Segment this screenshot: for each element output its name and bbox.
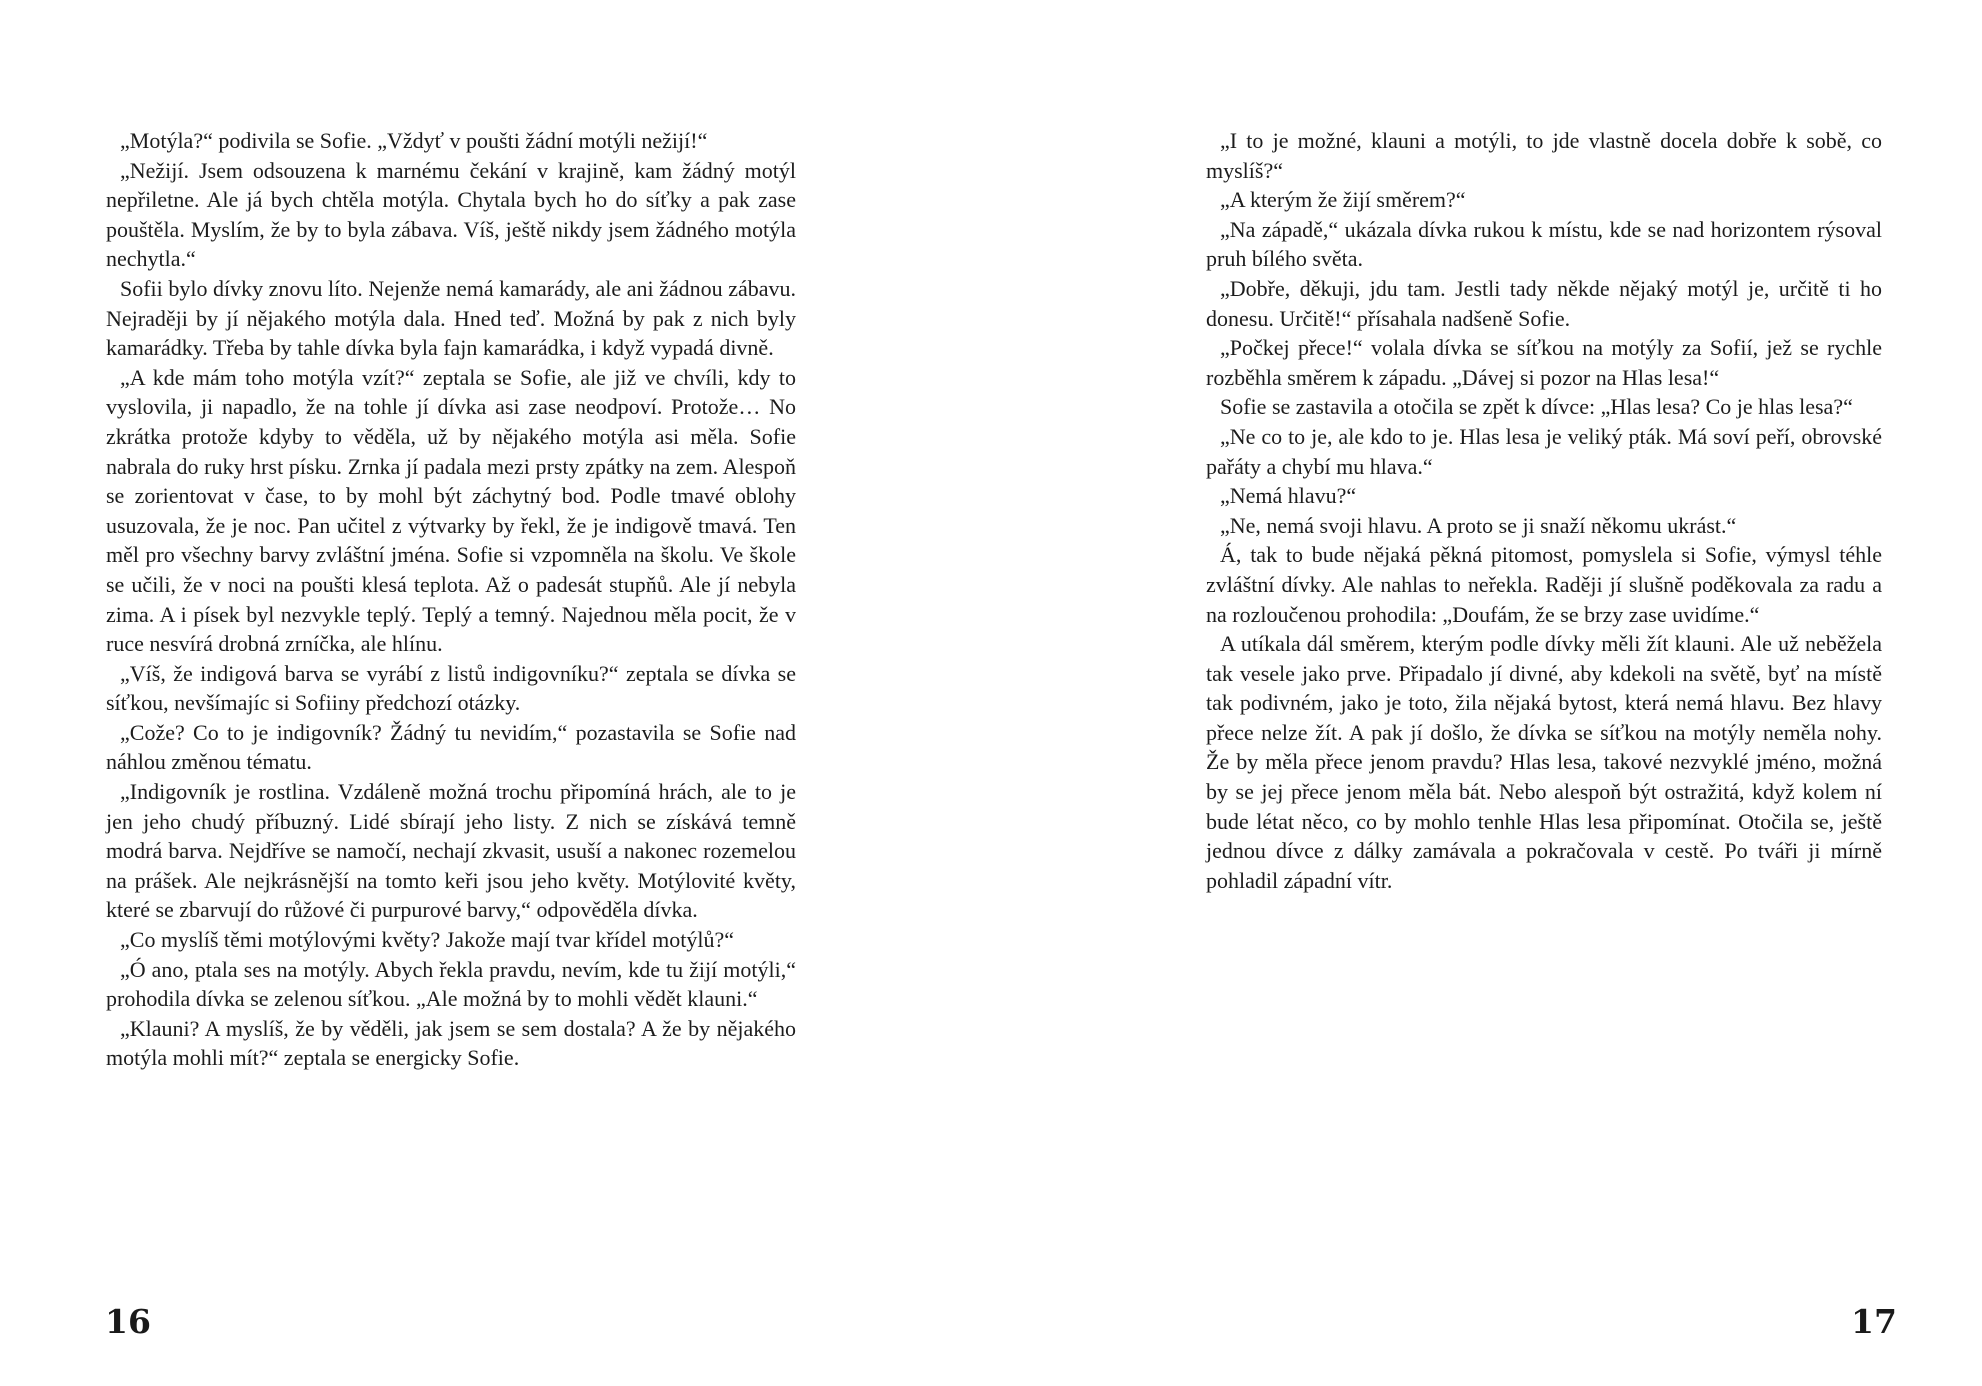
paragraph: „A kterým že žijí směrem?“ xyxy=(1220,187,1466,213)
paragraph: „Dobře, děkuji, jdu tam. Jestli tady někde nějaký motýl je, určitě ti ho donesu. Určitě!“ přísahala nadšeně Sofie. xyxy=(1206,275,1882,331)
paragraph: Sofie se zastavila a otočila se zpět k dívce: „Hlas lesa? Co je hlas lesa?“ xyxy=(1220,394,1853,420)
paragraph: „Víš, že indigová barva se vyrábí z listů indigovníku?“ zeptala se dívka se síťkou, nevšímajíc si Sofiiny předchozí otázky. xyxy=(106,660,796,716)
paragraph: „Nežijí. Jsem odsouzena k marnému čekání v krajině, kam žádný motýl nepřiletne. Ale já bych chtěla motýla. Chytala bych ho do síťky a pak zase pouštěla. Myslím, že by to byla zábava. Víš, ještě nikdy jsem žádného motýla nechytla.“ xyxy=(106,157,796,272)
right-page xyxy=(991,0,1982,1386)
paragraph: „Počkej přece!“ volala dívka se síťkou na motýly za Sofií, jež se rychle rozběhla směrem k západu. „Dávej si pozor na Hlas lesa!“ xyxy=(1206,335,1882,390)
paragraph: „Indigovník je rostlina. Vzdáleně možná trochu připomíná hrách, ale to je jen jeho chudý příbuzný. Lidé sbírají jeho listy. Z nich se získává temně modrá barva. Nejdříve se namočí, nechají zkvasit, usuší a nakonec rozemelou na prášek. Ale nejkrásnější na tomto keři jsou jeho květy. Motýlovité květy, které se zbarvují do růžové či purpurové barvy,“ odpověděla dívka. xyxy=(106,779,796,923)
right-page-text xyxy=(1206,126,1882,895)
paragraph: „Co myslíš těmi motýlovými květy? Jakože mají tvar křídel motýlů?“ xyxy=(120,927,735,953)
paragraph: „Klauni? A myslíš, že by věděli, jak jsem se sem dostala? A že by nějakého motýla mohli mít?“ zeptala se energicky Sofie. xyxy=(106,1015,796,1071)
paragraph: „Ne, nemá svoji hlavu. A proto se ji snaží někomu ukrást.“ xyxy=(1220,512,1737,538)
page-number: 16 xyxy=(105,1302,151,1341)
paragraph: „Ne co to je, ale kdo to je. Hlas lesa je veliký pták. Má soví peří, obrovské pařáty a chybí mu hlava.“ xyxy=(1206,423,1882,479)
page-number: 17 xyxy=(1851,1302,1897,1341)
paragraph: „Nemá hlavu?“ xyxy=(1220,483,1357,509)
paragraph: „Motýla?“ podivila se Sofie. „Vždyť v poušti žádní motýli nežijí!“ xyxy=(120,128,708,153)
paragraph: Sofii bylo dívky znovu líto. Nejenže nemá kamarády, ale ani žádnou zábavu. Nejraději by jí nějakého motýla dala. Hned teď. Možná by pak z nich byly kamarádky. Třeba by tahle dívka byla fajn kamarádka, i když vypadá divně. xyxy=(106,275,796,361)
paragraph: „Na západě,“ ukázala dívka rukou k místu, kde se nad horizontem rýsoval pruh bílého světa. xyxy=(1206,216,1882,272)
paragraph: „Ó ano, ptala ses na motýly. Abych řekla pravdu, nevím, kde tu žijí motýli,“ prohodila dívka se zelenou síťkou. „Ale možná by to mohli vědět klauni.“ xyxy=(106,956,796,1012)
paragraph: „A kde mám toho motýla vzít?“ zeptala se Sofie, ale již ve chvíli, kdy to vyslovila, ji napadlo, že na tohle jí dívka asi zase neodpoví. Protože… No zkrátka protože kdyby to věděla, už by nějakého motýla asi měla. Sofie nabrala do ruky hrst písku. Zrnka jí padala mezi prsty zpátky na zem. Alespoň se zorientovat v čase, to by mohl být záchytný bod. Podle tmavé oblohy usuzovala, že je noc. Pan učitel z výtvarky by řekl, že je indigově tmavá. Ten měl pro všechny barvy zvláštní jména. Sofie si vzpomněla na školu. Ve škole se učili, že v noci na poušti klesá teplota. Až o padesát stupňů. Ale jí nebyla zima. A i písek byl nezvykle teplý. Teplý a temný. Najednou měla pocit, že v ruce nesvírá drobná zrníčka, ale hlínu. xyxy=(106,364,796,657)
paragraph: Á, tak to bude nějaká pěkná pitomost, pomyslela si Sofie, výmysl téhle zvláštní dívky. Ale nahlas to neřekla. Raději jí slušně poděkovala za radu a na rozloučenou prohodila: „Doufám, že se brzy zase uvidíme.“ xyxy=(1206,542,1882,627)
paragraph: A utíkala dál směrem, kterým podle dívky měli žít klauni. Ale už neběžela tak vesele jako prve. Připadalo jí divné, aby kdekoli na světě, byť na místě tak podivném, jako je toto, žila nějaká bytost, která nemá hlavu. Bez hlavy přece nelze žít. A pak jí došlo, že dívka se síťkou na motýly neměla nohy. Že by měla přece jenom pravdu? Hlas lesa, takové nezvyklé jméno, možná by se jej přece jenom měla bát. Nebo alespoň být ostražitá, když kolem ní bude létat něco, co by mohlo tenhle Hlas lesa připomínat. Otočila se, ještě jednou dívce z dálky zamávala a pokračovala v cestě. Po tváři ji mírně pohladil západní vítr. xyxy=(1206,631,1882,893)
left-page-text xyxy=(106,126,796,1073)
paragraph: „Cože? Co to je indigovník? Žádný tu nevidím,“ pozastavila se Sofie nad náhlou změnou tématu. xyxy=(106,719,796,775)
paragraph: „I to je možné, klauni a motýli, to jde vlastně docela dobře k sobě, co myslíš?“ xyxy=(1206,128,1882,183)
